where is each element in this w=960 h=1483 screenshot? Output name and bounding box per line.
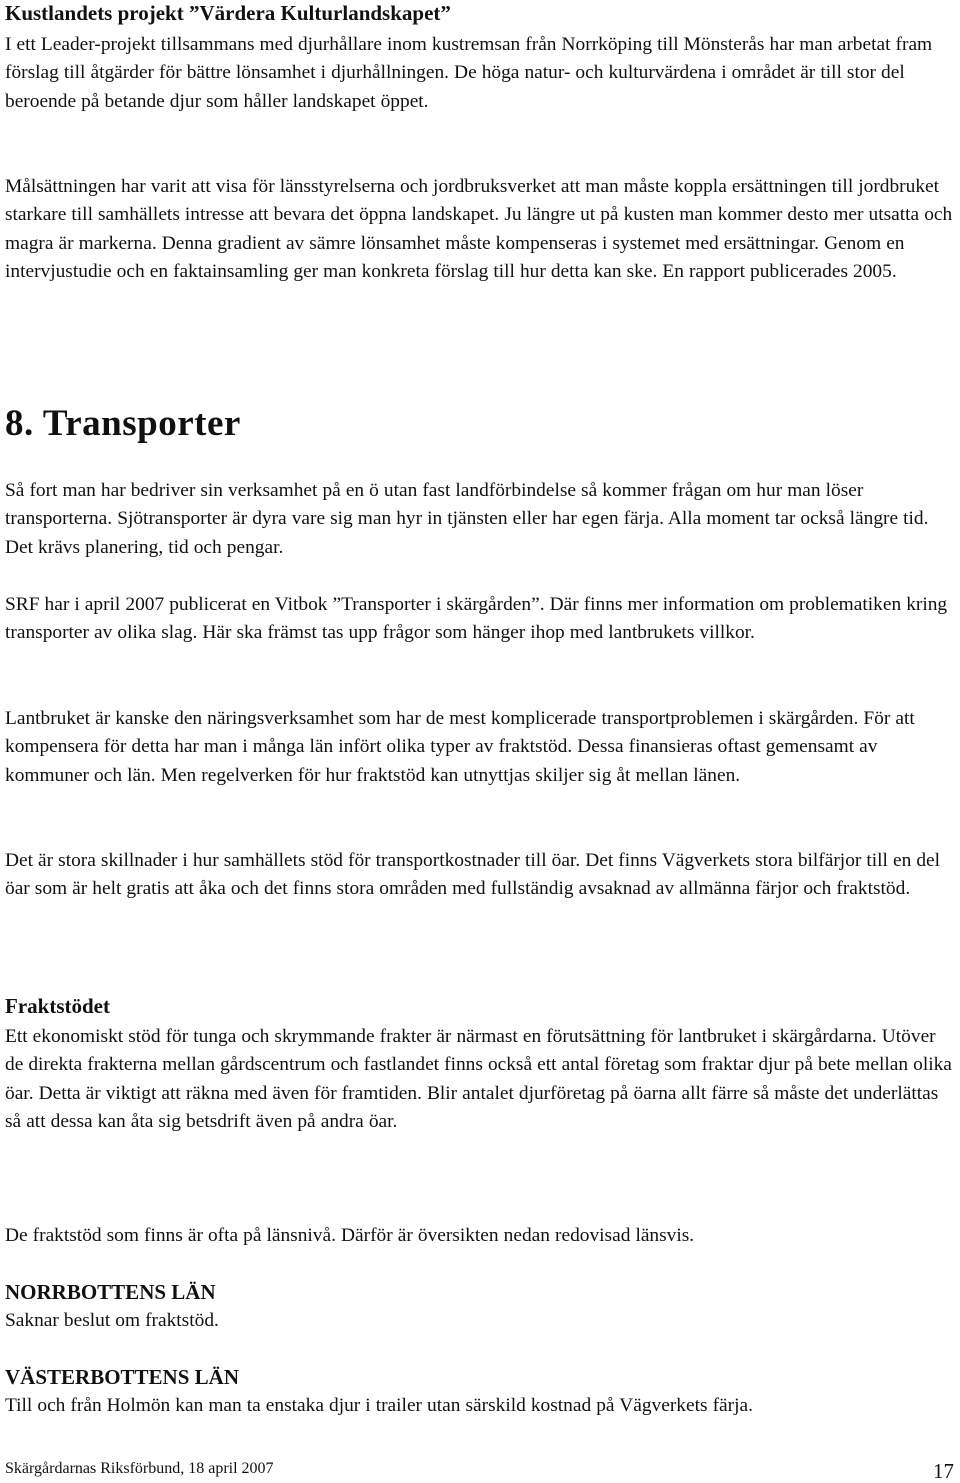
- paragraph-transport-intro: Så fort man har bedriver sin verksamhet på en ö utan fast landförbindelse så kommer frågan om hur man löser transporterna. Sjötransporter är dyra vare sig man hyr in tjänsten eller har egen färja. Alla moment tar också längre tid. Det krävs planering, tid och pengar.: [5, 480, 929, 558]
- paragraph-kustlandet-goal: Målsättningen har varit att visa för länsstyrelserna och jordbruksverket att man måste koppla ersättningen till jordbruket starkare till samhällets intresse att bevara det öppna landskapet. Ju längre ut på kusten man kommer desto mer utsatta och magra är markerna. Denna gradient av sämre lönsamhet måste kompenseras i systemet med ersättningar. Genom en intervjustudie och en faktainsamling ger man konkreta förslag till hur detta kan ske. En rapport publicerades 2005.: [5, 176, 953, 283]
- footer-organization-date: Skärgårdarnas Riksförbund, 18 april 2007: [5, 1460, 274, 1477]
- paragraph-lansniva: De fraktstöd som finns är ofta på länsnivå. Därför är översikten nedan redovisad länsvis.: [5, 1225, 695, 1246]
- paragraph-lantbruket: Lantbruket är kanske den näringsverksamhet som har de mest komplicerade transportproblemen i skärgården. För att kompensera för detta har man i många län infört olika typer av fraktstöd. Dessa finansieras oftast gemensamt av kommuner och län. Men regelverken för hur fraktstöd kan utnyttjas skiljer sig åt mellan länen.: [5, 708, 915, 786]
- paragraph-kustlandet-intro: I ett Leader-projekt tillsammans med djurhållare inom kustremsan från Norrköping till Mönsterås har man arbetat fram förslag till åtgärder för bättre lönsamhet i djurhållningen. De höga natur- och kulturvärdena i området är till stor del beroende på betande djur som håller landskapet öppet.: [5, 34, 933, 112]
- footer-page-number: 17: [933, 1459, 954, 1483]
- paragraph-norrbotten: Saknar beslut om fraktstöd.: [5, 1310, 219, 1331]
- subheading-vasterbotten: VÄSTERBOTTENS LÄN: [5, 1365, 239, 1389]
- chapter-heading-transporter: 8. Transporter: [5, 403, 241, 444]
- paragraph-skillnader: Det är stora skillnader i hur samhällets stöd för transportkostnader till öar. Det finns Vägverkets stora bilfärjor till en del öar som är helt gratis att åka och det finns stora områden med fullständig avsaknad av allmänna färjor och fraktstöd.: [5, 850, 941, 900]
- subheading-fraktstodet: Fraktstödet: [5, 994, 110, 1018]
- paragraph-vitbok: SRF har i april 2007 publicerat en Vitbok ”Transporter i skärgården”. Där finns mer information om problematiken kring transporter av olika slag. Här ska främst tas upp frågor som hänger ihop med lantbrukets villkor.: [5, 594, 948, 644]
- paragraph-vasterbotten: Till och från Holmön kan man ta enstaka djur i trailer utan särskild kostnad på Vägverkets färja.: [5, 1395, 753, 1416]
- paragraph-fraktstod-intro: Ett ekonomiskt stöd för tunga och skrymmande frakter är närmast en förutsättning för lantbruket i skärgårdarna. Utöver de direkta frakterna mellan gårdscentrum och fastlandet finns också ett antal företag som fraktar djur på bete mellan olika öar. Detta är viktigt att räkna med även för framtiden. Blir antalet djurföretag på öarna allt färre så måste det underlättas så att dessa kan åta sig betsdrift även på andra öar.: [5, 1026, 952, 1133]
- subheading-norrbotten: NORRBOTTENS LÄN: [5, 1280, 216, 1304]
- section-title-kustlandet: Kustlandets projekt ”Värdera Kulturlandskapet”: [5, 1, 451, 25]
